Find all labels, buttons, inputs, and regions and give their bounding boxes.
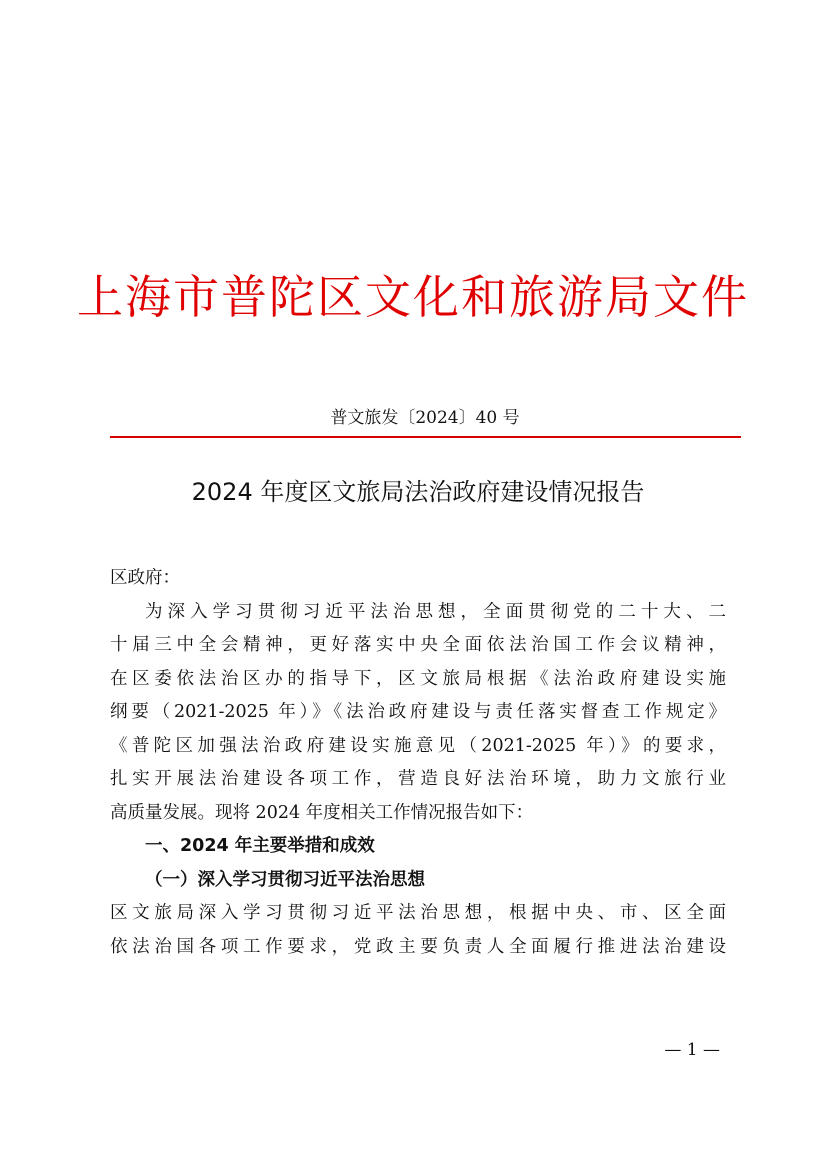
section-heading-1: 一、2024 年主要举措和成效 [145, 836, 375, 856]
subsection-line-2: 依法治国各项工作要求，党政主要负责人全面履行推进法治建设 [110, 936, 726, 957]
body-text [110, 562, 726, 964]
report-title: 2024 年度区文旅局法治政府建设情况报告 [191, 478, 645, 506]
intro-line-2: 十届三中全会精神，更好落实中央全面依法治国工作会议精神， [110, 635, 726, 655]
red-separator-line [110, 436, 741, 438]
intro-line-5: 《普陀区加强法治政府建设实施意见（2021-2025 年）》的要求， [110, 735, 726, 756]
intro-line-1: 为深入学习贯彻习近平法治思想，全面贯彻党的二十大、二 [145, 601, 726, 622]
subsection-line-1: 区文旅局深入学习贯彻习近平法治思想，根据中央、市、区全面 [110, 903, 726, 923]
intro-line-7: 高质量发展。现将 2024 年度相关工作情况报告如下： [110, 802, 534, 823]
page-number: — 1 — [664, 1040, 720, 1060]
intro-line-4: 纲要（2021-2025 年）》《法治政府建设与责任落实督查工作规定》 [110, 702, 726, 722]
intro-line-6: 扎实开展法治建设各项工作，营造良好法治环境，助力文旅行业 [110, 769, 726, 789]
subsection-heading-1: （一）深入学习贯彻习近平法治思想 [145, 869, 425, 890]
masthead-title: 上海市普陀区文化和旅游局文件 [77, 270, 749, 324]
document-number: 普文旅发〔2024〕40 号 [330, 408, 520, 428]
salutation: 区政府： [110, 568, 180, 588]
intro-line-3: 在区委依法治区办的指导下，区文旅局根据《法治政府建设实施 [110, 668, 726, 689]
